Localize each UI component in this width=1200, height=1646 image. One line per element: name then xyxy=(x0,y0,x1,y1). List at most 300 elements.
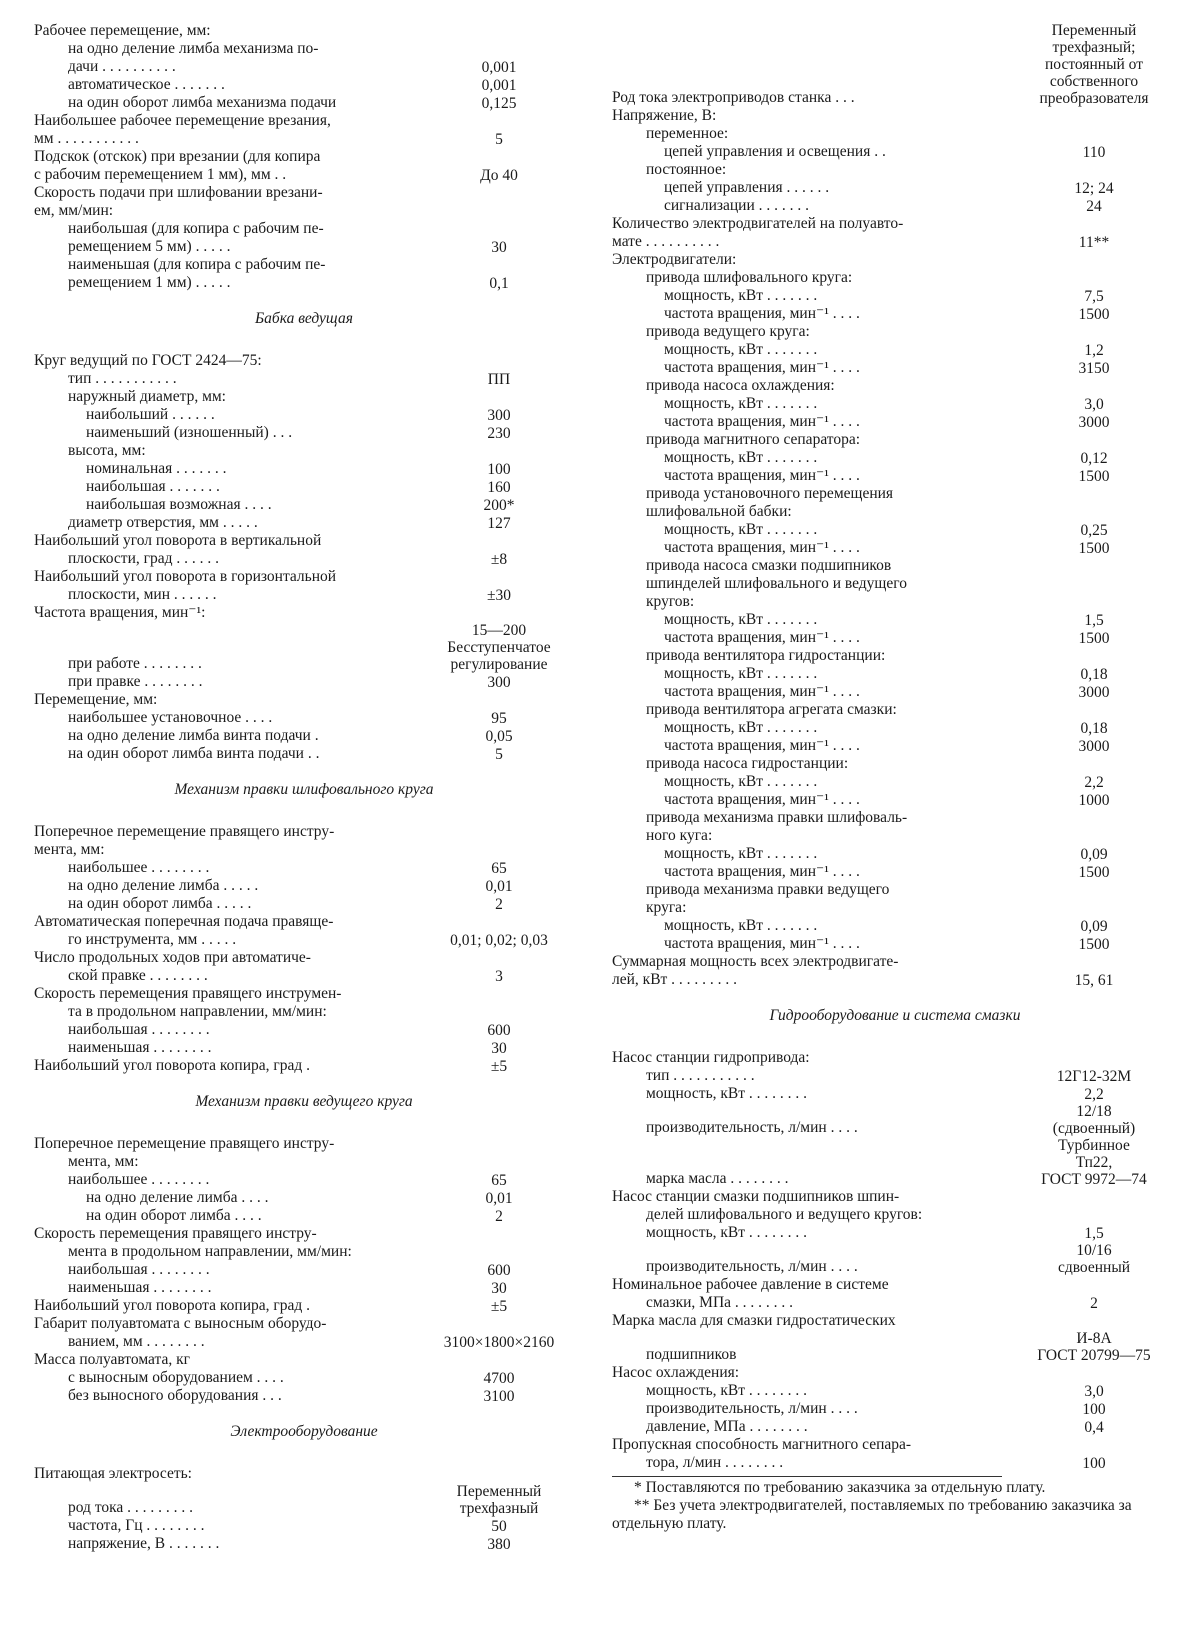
spec-value: 4700 xyxy=(483,1370,515,1387)
spec-row xyxy=(34,1153,574,1171)
spec-row xyxy=(34,586,574,604)
spec-label: частота вращения, мин⁻¹ . . . . xyxy=(664,629,860,646)
spec-row xyxy=(612,773,1178,791)
spec-row xyxy=(612,1137,1178,1188)
spec-row xyxy=(34,1351,574,1369)
spec-row xyxy=(612,125,1178,143)
spec-label: на один оборот лимба винта подачи . . xyxy=(68,745,320,762)
spec-row xyxy=(34,913,574,931)
spec-row xyxy=(34,1387,574,1405)
spec-value: 0,18 xyxy=(1080,666,1108,683)
left-column xyxy=(34,22,574,1553)
spec-value: ±30 xyxy=(486,587,511,604)
spec-value: 5 xyxy=(495,131,503,148)
spec-row xyxy=(612,719,1178,737)
spec-value: ±5 xyxy=(490,1298,508,1315)
spec-label: марка масла . . . . . . . . xyxy=(646,1170,789,1187)
spec-value: 1,5 xyxy=(1084,1225,1104,1242)
spec-label: на одно деление лимба механизма по- xyxy=(68,40,319,57)
spec-row xyxy=(34,256,574,274)
spec-value: 0,09 xyxy=(1080,846,1108,863)
spec-label: при правке . . . . . . . . xyxy=(68,673,203,690)
spec-value: Турбинное Тп22, ГОСТ 9972—74 xyxy=(1041,1137,1147,1188)
spec-value: 100 xyxy=(1082,1401,1106,1418)
spec-value: 5 xyxy=(495,746,503,763)
spec-row xyxy=(34,1039,574,1057)
spec-value: 100 xyxy=(1082,1455,1106,1472)
spec-label: мощность, кВт . . . . . . . xyxy=(664,665,818,682)
spec-value: 1500 xyxy=(1078,864,1110,881)
spec-row xyxy=(612,755,1178,773)
spec-label: наибольшая . . . . . . . . xyxy=(68,1021,210,1038)
spec-label: с рабочим перемещением 1 мм), мм . . xyxy=(34,166,287,183)
spec-row xyxy=(34,841,574,859)
spec-row xyxy=(612,215,1178,233)
spec-row xyxy=(34,370,574,388)
spec-row xyxy=(612,1242,1178,1276)
spec-value: 65 xyxy=(491,860,507,877)
spec-row xyxy=(34,1225,574,1243)
spec-row xyxy=(612,485,1178,503)
spec-label: цепей управления . . . . . . xyxy=(664,179,830,196)
spec-label: частота вращения, мин⁻¹ . . . . xyxy=(664,413,860,430)
spec-label: смазки, МПа . . . . . . . . xyxy=(646,1294,794,1311)
spec-label: наибольшая . . . . . . . . xyxy=(68,1261,210,1278)
spec-label: мм . . . . . . . . . . . xyxy=(34,130,139,147)
spec-label: та в продольном направлении, мм/мин: xyxy=(68,1003,327,1020)
spec-value: 0,125 xyxy=(481,95,517,112)
spec-row xyxy=(34,202,574,220)
spec-row xyxy=(34,94,574,112)
spec-row xyxy=(612,1049,1178,1067)
spec-value: 0,05 xyxy=(485,728,513,745)
spec-row xyxy=(34,1369,574,1387)
spec-row xyxy=(34,1003,574,1021)
spec-value: 160 xyxy=(487,479,511,496)
spec-row xyxy=(34,496,574,514)
spec-label: мента в продольном направлении, мм/мин: xyxy=(68,1243,352,1260)
spec-row xyxy=(34,568,574,586)
spec-value: 0,18 xyxy=(1080,720,1108,737)
spec-row xyxy=(34,1171,574,1189)
spec-row xyxy=(34,745,574,763)
spec-row xyxy=(34,823,574,841)
spec-label: частота вращения, мин⁻¹ . . . . xyxy=(664,359,860,376)
spec-label: частота вращения, мин⁻¹ . . . . xyxy=(664,935,860,952)
spec-row xyxy=(612,413,1178,431)
spec-row xyxy=(34,388,574,406)
spec-label: Частота вращения, мин⁻¹: xyxy=(34,604,206,621)
spec-row xyxy=(612,1206,1178,1224)
spec-row xyxy=(34,604,574,622)
spec-label: сигнализации . . . . . . . xyxy=(664,197,810,214)
spec-value: 65 xyxy=(491,1172,507,1189)
spec-label: шлифовальной бабки: xyxy=(646,503,792,520)
spec-value: 600 xyxy=(487,1022,511,1039)
spec-row xyxy=(612,539,1178,557)
spec-label: лей, кВт . . . . . . . . . xyxy=(612,971,738,988)
spec-value: 600 xyxy=(487,1262,511,1279)
spec-row xyxy=(34,58,574,76)
spec-row xyxy=(34,352,574,370)
spec-label: Наибольший угол поворота копира, град . xyxy=(34,1297,310,1314)
spec-row xyxy=(34,931,574,949)
right-column xyxy=(612,22,1178,1533)
spec-label: Автоматическая поперечная подача правяще- xyxy=(34,913,334,930)
spec-row xyxy=(612,323,1178,341)
spec-row xyxy=(612,1067,1178,1085)
spec-row xyxy=(612,197,1178,215)
spec-label: частота вращения, мин⁻¹ . . . . xyxy=(664,737,860,754)
spec-value: 2 xyxy=(495,1208,503,1225)
spec-value: 0,25 xyxy=(1080,522,1108,539)
spec-row xyxy=(34,148,574,166)
spec-row xyxy=(612,431,1178,449)
spec-label: Скорость перемещения правящего инстру- xyxy=(34,1225,317,1242)
spec-label: шпинделей шлифовального и ведущего xyxy=(646,575,907,592)
spec-row xyxy=(612,1312,1178,1330)
spec-label: мощность, кВт . . . . . . . xyxy=(664,845,818,862)
spec-row xyxy=(612,269,1178,287)
spec-label: мента, мм: xyxy=(68,1153,139,1170)
spec-label: Наибольший угол поворота в горизонтальной xyxy=(34,568,337,585)
spec-row xyxy=(34,673,574,691)
spec-label: давление, МПа . . . . . . . . xyxy=(646,1418,808,1435)
spec-row xyxy=(612,863,1178,881)
spec-label: наибольшая возможная . . . . xyxy=(86,496,272,513)
spec-label: Насос охлаждения: xyxy=(612,1364,740,1381)
spec-row xyxy=(612,377,1178,395)
section-heading: Механизм правки ведущего круга xyxy=(195,1093,413,1110)
spec-label: привода вентилятора агрегата смазки: xyxy=(646,701,897,718)
spec-row xyxy=(34,112,574,130)
spec-label: Питающая электросеть: xyxy=(34,1465,192,1482)
spec-label: привода механизма правки шлифоваль- xyxy=(646,809,908,826)
spec-label: привода насоса охлаждения: xyxy=(646,377,835,394)
spec-label: мощность, кВт . . . . . . . xyxy=(664,341,818,358)
spec-row xyxy=(612,22,1178,107)
spec-row xyxy=(612,881,1178,899)
spec-label: на одно деление лимба . . . . . xyxy=(68,877,259,894)
spec-label: ного куга: xyxy=(646,827,713,844)
spec-row xyxy=(612,593,1178,611)
spec-label: тора, л/мин . . . . . . . . xyxy=(646,1454,784,1471)
spec-row xyxy=(612,1382,1178,1400)
spec-label: наружный диаметр, мм: xyxy=(68,388,226,405)
spec-value: ПП xyxy=(487,371,511,388)
spec-label: привода механизма правки ведущего xyxy=(646,881,890,898)
spec-label: частота вращения, мин⁻¹ . . . . xyxy=(664,305,860,322)
spec-label: наименьшая . . . . . . . . xyxy=(68,1279,212,1296)
spec-value: 3,0 xyxy=(1084,1383,1104,1400)
spec-value: 2 xyxy=(495,896,503,913)
spec-value: 12/18 (сдвоенный) xyxy=(1052,1103,1136,1137)
spec-row xyxy=(34,184,574,202)
spec-row xyxy=(612,305,1178,323)
spec-label: Суммарная мощность всех электродвигате- xyxy=(612,953,899,970)
section-heading: Бабка ведущая xyxy=(255,310,353,327)
spec-row xyxy=(612,1294,1178,1312)
spec-label: частота вращения, мин⁻¹ . . . . xyxy=(664,683,860,700)
spec-row xyxy=(612,1454,1178,1472)
spec-value: 127 xyxy=(487,515,511,532)
spec-value: 3 xyxy=(495,968,503,985)
spec-label: мощность, кВт . . . . . . . xyxy=(664,773,818,790)
spec-label: Наибольший угол поворота копира, град . xyxy=(34,1057,310,1074)
spec-row xyxy=(34,406,574,424)
spec-label: на одно деление лимба . . . . xyxy=(86,1189,269,1206)
spec-value: 1000 xyxy=(1078,792,1110,809)
spec-label: делей шлифовального и ведущего кругов: xyxy=(646,1206,923,1223)
spec-row xyxy=(34,967,574,985)
spec-value: 300 xyxy=(487,407,511,424)
spec-row xyxy=(612,1364,1178,1382)
spec-label: ремещением 1 мм) . . . . . xyxy=(68,274,231,291)
spec-label: мощность, кВт . . . . . . . xyxy=(664,449,818,466)
spec-value: 10/16 сдвоенный xyxy=(1057,1242,1131,1276)
spec-label: мощность, кВт . . . . . . . xyxy=(664,521,818,538)
spec-label: цепей управления и освещения . . xyxy=(664,143,886,160)
spec-label: ской правке . . . . . . . . xyxy=(68,967,208,984)
spec-value: 1500 xyxy=(1078,936,1110,953)
spec-label: кругов: xyxy=(646,593,695,610)
spec-label: привода магнитного сепаратора: xyxy=(646,431,861,448)
spec-value: 3150 xyxy=(1078,360,1110,377)
spec-row xyxy=(34,220,574,238)
spec-label: круга: xyxy=(646,899,687,916)
spec-label: Поперечное перемещение правящего инстру- xyxy=(34,823,335,840)
spec-label: тип . . . . . . . . . . . xyxy=(68,370,177,387)
spec-label: Поперечное перемещение правящего инстру- xyxy=(34,1135,335,1152)
spec-value: 0,01; 0,02; 0,03 xyxy=(450,932,548,949)
spec-row xyxy=(612,917,1178,935)
spec-row xyxy=(34,1297,574,1315)
spec-row xyxy=(612,557,1178,575)
spec-row xyxy=(34,478,574,496)
spec-label: го инструмента, мм . . . . . xyxy=(68,931,237,948)
spec-row xyxy=(612,629,1178,647)
spec-label: привода насоса смазки подшипников xyxy=(646,557,892,574)
spec-row xyxy=(34,985,574,1003)
spec-label: без выносного оборудования . . . xyxy=(68,1387,282,1404)
spec-row xyxy=(612,341,1178,359)
spec-row xyxy=(34,76,574,94)
spec-row xyxy=(612,1224,1178,1242)
spec-row xyxy=(612,467,1178,485)
spec-label: Насос станции смазки подшипников шпин- xyxy=(612,1188,900,1205)
spec-value: 12Г12-32М xyxy=(1056,1068,1132,1085)
footnote: ** Без учета электродвигателей, поставляемых по требованию заказчика за отдельную плату. xyxy=(612,1497,1132,1532)
spec-value: 3100×1800×2160 xyxy=(443,1334,555,1351)
spec-label: привода шлифовального круга: xyxy=(646,269,853,286)
spec-row xyxy=(612,395,1178,413)
spec-label: Напряжение, В: xyxy=(612,107,717,124)
spec-label: высота, мм: xyxy=(68,442,146,459)
spec-label: частота вращения, мин⁻¹ . . . . xyxy=(664,863,860,880)
spec-value: 300 xyxy=(487,674,511,691)
spec-label: мощность, кВт . . . . . . . xyxy=(664,917,818,934)
spec-row xyxy=(612,251,1178,269)
spec-label: плоскости, град . . . . . . xyxy=(68,550,219,567)
spec-row xyxy=(612,935,1178,953)
spec-row xyxy=(612,611,1178,629)
spec-row xyxy=(34,532,574,550)
spec-label: плоскости, мин . . . . . . xyxy=(68,586,217,603)
spec-value: 12; 24 xyxy=(1074,180,1114,197)
spec-row xyxy=(34,709,574,727)
spec-value: 0,09 xyxy=(1080,918,1108,935)
spec-label: Пропускная способность магнитного сепара- xyxy=(612,1436,912,1453)
spec-value: 11** xyxy=(1078,234,1110,251)
spec-value: 1500 xyxy=(1078,306,1110,323)
spec-label: мощность, кВт . . . . . . . . xyxy=(646,1085,808,1102)
spec-label: дачи . . . . . . . . . . xyxy=(68,58,176,75)
spec-label: тип . . . . . . . . . . . xyxy=(646,1067,755,1084)
spec-row xyxy=(34,1483,574,1517)
spec-row xyxy=(612,809,1178,827)
spec-label: производительность, л/мин . . . . xyxy=(646,1258,858,1275)
spec-value: 1,5 xyxy=(1084,612,1104,629)
section-heading: Электрооборудование xyxy=(230,1423,378,1440)
spec-value: 3000 xyxy=(1078,414,1110,431)
spec-row xyxy=(34,859,574,877)
spec-label: на один оборот лимба . . . . . xyxy=(68,895,252,912)
spec-value: 30 xyxy=(491,1280,507,1297)
spec-label: Количество электродвигателей на полуавто- xyxy=(612,215,904,232)
footnote-rule xyxy=(612,1476,1002,1477)
spec-row xyxy=(612,701,1178,719)
spec-label: напряжение, В . . . . . . . xyxy=(68,1535,220,1552)
spec-row xyxy=(612,1188,1178,1206)
spec-label: привода установочного перемещения xyxy=(646,485,894,502)
spec-label: автоматическое . . . . . . . xyxy=(68,76,225,93)
spec-row xyxy=(34,460,574,478)
spec-row xyxy=(612,161,1178,179)
spec-row xyxy=(34,622,574,673)
spec-row xyxy=(34,1261,574,1279)
spec-value: 0,001 xyxy=(481,77,517,94)
spec-label: род тока . . . . . . . . . xyxy=(68,1499,194,1516)
spec-value: 1500 xyxy=(1078,468,1110,485)
spec-row xyxy=(612,107,1178,125)
spec-label: производительность, л/мин . . . . xyxy=(646,1400,858,1417)
spec-label: мощность, кВт . . . . . . . . xyxy=(646,1382,808,1399)
section-heading: Механизм правки шлифовального круга xyxy=(174,781,434,798)
spec-value: 15, 61 xyxy=(1074,972,1114,989)
spec-row xyxy=(34,1135,574,1153)
spec-value: ±5 xyxy=(490,1058,508,1075)
spec-label: Масса полуавтомата, кг xyxy=(34,1351,190,1368)
spec-label: диаметр отверстия, мм . . . . . xyxy=(68,514,258,531)
spec-value: 3,0 xyxy=(1084,396,1104,413)
spec-label: при работе . . . . . . . . xyxy=(68,655,202,672)
spec-row xyxy=(34,40,574,58)
spec-value: Переменный трехфазный xyxy=(456,1483,542,1517)
spec-row xyxy=(612,971,1178,989)
spec-label: Подскок (отскок) при врезании (для копира xyxy=(34,148,321,165)
spec-row xyxy=(612,1418,1178,1436)
spec-value: 2,2 xyxy=(1084,1086,1104,1103)
spec-label: наименьшая (для копира с рабочим пе- xyxy=(68,256,326,273)
spec-row xyxy=(34,691,574,709)
spec-row xyxy=(34,424,574,442)
spec-label: наименьший (изношенный) . . . xyxy=(86,424,293,441)
spec-label: производительность, л/мин . . . . xyxy=(646,1119,858,1136)
spec-row xyxy=(34,1243,574,1261)
spec-row xyxy=(34,238,574,256)
section-heading: Гидрооборудование и система смазки xyxy=(769,1007,1021,1024)
spec-value: 3100 xyxy=(483,1388,515,1405)
spec-label: подшипников xyxy=(646,1346,737,1363)
spec-value: 100 xyxy=(487,461,511,478)
spec-label: наибольшее установочное . . . . xyxy=(68,709,273,726)
spec-label: наименьшая . . . . . . . . xyxy=(68,1039,212,1056)
spec-value: 0,1 xyxy=(489,275,509,292)
spec-row xyxy=(34,442,574,460)
spec-row xyxy=(612,287,1178,305)
spec-label: Наибольшее рабочее перемещение врезания, xyxy=(34,112,331,129)
spec-row xyxy=(34,1315,574,1333)
spec-row xyxy=(612,899,1178,917)
spec-label: наибольший . . . . . . xyxy=(86,406,215,423)
spec-label: Скорость подачи при шлифовании врезани- xyxy=(34,184,323,201)
spec-value: 0,001 xyxy=(481,59,517,76)
spec-label: Насос станции гидропривода: xyxy=(612,1049,810,1066)
spec-row xyxy=(34,130,574,148)
spec-label: на один оборот лимба механизма подачи xyxy=(68,94,337,111)
spec-row xyxy=(34,1021,574,1039)
spec-label: Рабочее перемещение, мм: xyxy=(34,22,211,39)
spec-row xyxy=(34,1465,574,1483)
spec-row xyxy=(612,737,1178,755)
footnote: * Поставляются по требованию заказчика за отдельную плату. xyxy=(634,1479,1046,1496)
spec-row xyxy=(612,1103,1178,1137)
spec-row xyxy=(612,665,1178,683)
spec-value: 0,01 xyxy=(485,1190,513,1207)
spec-label: Число продольных ходов при автоматиче- xyxy=(34,949,311,966)
spec-label: мента, мм: xyxy=(34,841,105,858)
spec-row xyxy=(34,166,574,184)
spec-value: 2 xyxy=(1090,1295,1098,1312)
spec-value: 7,5 xyxy=(1084,288,1104,305)
spec-label: Круг ведущий по ГОСТ 2424—75: xyxy=(34,352,262,369)
spec-label: постоянное: xyxy=(646,161,727,178)
spec-value: 200* xyxy=(483,497,515,514)
spec-label: номинальная . . . . . . . xyxy=(86,460,227,477)
spec-value: 0,01 xyxy=(485,878,513,895)
spec-label: Электродвигатели: xyxy=(612,251,737,268)
spec-label: переменное: xyxy=(646,125,729,142)
spec-row xyxy=(612,845,1178,863)
spec-value: 30 xyxy=(491,1040,507,1057)
spec-row xyxy=(612,683,1178,701)
spec-row xyxy=(34,1333,574,1351)
spec-label: мощность, кВт . . . . . . . . xyxy=(646,1224,808,1241)
spec-row xyxy=(34,550,574,568)
spec-row xyxy=(612,791,1178,809)
spec-value: 50 xyxy=(491,1518,507,1535)
spec-value: ±8 xyxy=(490,551,508,568)
spec-label: частота вращения, мин⁻¹ . . . . xyxy=(664,539,860,556)
spec-row xyxy=(34,1535,574,1553)
spec-value: До 40 xyxy=(480,167,518,184)
spec-label: Номинальное рабочее давление в системе xyxy=(612,1276,889,1293)
spec-row xyxy=(612,143,1178,161)
spec-value: Переменный трехфазный; постоянный от собственного преобразователя xyxy=(1039,22,1149,107)
spec-label: частота вращения, мин⁻¹ . . . . xyxy=(664,467,860,484)
spec-row xyxy=(612,953,1178,971)
spec-row xyxy=(34,274,574,292)
